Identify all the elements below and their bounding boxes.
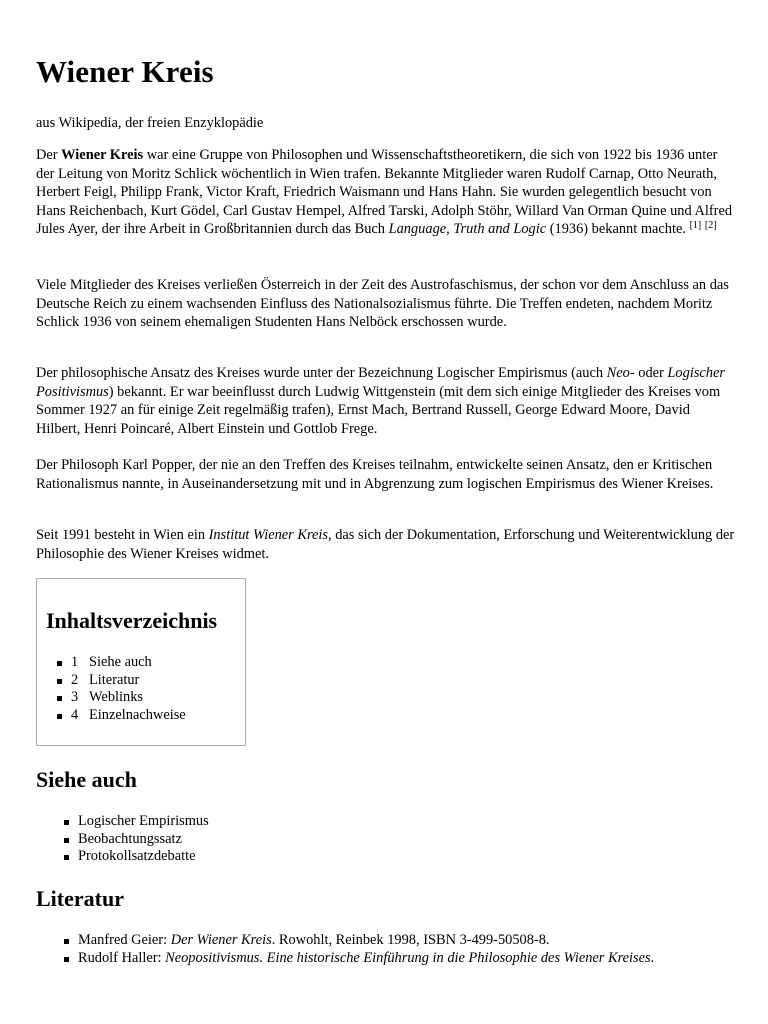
book-title: Language, Truth and Logic xyxy=(388,221,547,238)
institute-name: Institut Wiener Kreis xyxy=(208,527,329,543)
popper-paragraph: Der Philosoph Karl Popper, der nie an den Treffen des Kreises teilnahm, entwickelte seinen Ansatz, den er Kritischen Rationalismus nannte, in Auseinandersetzung mit und in Abgrenzung zum logischen Empirismus des Wiener Kreises. xyxy=(36,457,714,492)
list-item xyxy=(78,932,654,950)
lit-details: . Rowohlt, Reinbek 1998, ISBN 3-499-50508-8. xyxy=(271,932,550,948)
page-title: Wiener Kreis xyxy=(36,54,214,89)
toc-label: Literatur xyxy=(89,671,140,688)
list-item xyxy=(78,848,209,866)
institute-text: Seit 1991 besteht in Wien ein xyxy=(36,527,209,543)
institute-paragraph xyxy=(36,526,736,563)
toc-label: Einzelnachweise xyxy=(89,706,186,723)
history-paragraph: Viele Mitglieder des Kreises verließen Österreich in der Zeit des Austrofaschismus, der schon vor dem Anschluss an das Deutsche Reich zu einem wachsenden Einfluss des Nationalsozialismus führte. Die Treffen endeten, nachdem Moritz Schlick 1936 von seinem ehemaligen Studenten Hans Nelböck erschossen wurde. xyxy=(36,277,729,331)
neo-term: Neo- xyxy=(606,365,635,381)
intro-text: war eine Gruppe von Philosophen und Wissenschaftstheoretikern, die sich von 1922 bis 1936 unter der Leitung von Moritz Schlick wöchentlich in Wien trafen. Bekannte Mitglieder waren Rudolf Carnap, Otto Neurath, Herbert Feigl, Philipp Frank, Victor Kraft, Friedrich Waismann und Hans Hahn. Sie wurden gelegentlich besucht von Hans Reichenbach, Kurt Gödel, Carl Gustav Hempel, Alfred Tarski, Adolph Stöhr, Willard Van Orman Quine und Alfred Jules Ayer, der ihre Arbeit in Großbritannien durch das Buch xyxy=(36,147,733,238)
toc-link-einzelnachweise[interactable] xyxy=(71,707,186,723)
toc-item xyxy=(71,707,186,725)
intro-paragraph xyxy=(36,146,736,239)
toc-list xyxy=(71,654,186,724)
list-item xyxy=(78,813,209,831)
institute-text-end: , das sich der Dokumentation, Erforschung und Weiterentwicklung der Philosophie des Wiener Kreises widmet. xyxy=(36,527,735,562)
toc-link-siehe-auch[interactable] xyxy=(71,654,152,670)
section-heading-literatur: Literatur xyxy=(36,886,124,911)
toc-link-literatur[interactable] xyxy=(71,672,139,688)
list-item xyxy=(78,831,209,849)
toc-link-weblinks[interactable] xyxy=(71,689,143,705)
toc-item xyxy=(71,689,186,707)
literature-list xyxy=(78,932,654,967)
approach-text: Der philosophische Ansatz des Kreises wurde unter der Bezeichnung Logischer Empirismus (auch xyxy=(36,365,607,381)
toc-number: 3 xyxy=(71,689,79,706)
lit-author: Rudolf Haller: xyxy=(78,949,166,966)
see-also-link[interactable]: Protokollsatzdebatte xyxy=(78,848,196,865)
toc-item xyxy=(71,672,186,690)
toc-number: 2 xyxy=(71,671,79,688)
approach-text-end: ) bekannt. Er war beeinflusst durch Ludwig Wittgenstein (mit dem sich einige Mitglieder des Kreises vom Sommer 1927 an für einige Zeit regelmäßig trafen), Ernst Mach, Bertrand Russell, George Edward Moore, David Hilbert, Henri Poincaré, Albert Einstein und Gottlob Frege. xyxy=(36,383,721,437)
toc-title: Inhaltsverzeichnis xyxy=(46,608,218,633)
reference-link-2[interactable]: [2] xyxy=(704,220,717,232)
toc-label: Siehe auch xyxy=(89,654,152,670)
intro-lead: Der xyxy=(36,147,62,163)
positivism-term: Logischer Positivismus xyxy=(36,365,725,400)
intro-term: Wiener Kreis xyxy=(61,147,144,163)
lit-author: Manfred Geier: xyxy=(78,932,171,948)
approach-paragraph xyxy=(36,364,736,438)
intro-text-end: (1936) bekannt machte. xyxy=(546,221,690,238)
toc-number: 1 xyxy=(71,654,79,670)
lit-work: Der Wiener Kreis xyxy=(170,932,272,948)
toc-item xyxy=(71,654,186,672)
table-of-contents xyxy=(36,578,246,746)
see-also-link[interactable]: Logischer Empirismus xyxy=(78,813,209,829)
toc-label: Weblinks xyxy=(89,689,143,706)
section-heading-siehe-auch: Siehe auch xyxy=(36,767,137,792)
site-tagline: aus Wikipedia, der freien Enzyklopädie xyxy=(36,115,264,131)
see-also-list xyxy=(78,813,209,866)
reference-link-1[interactable]: [1] xyxy=(689,220,702,232)
list-item xyxy=(78,950,654,968)
lit-work: Neopositivismus. Eine historische Einführung in die Philosophie des Wiener Kreises xyxy=(165,949,651,966)
approach-connector: oder xyxy=(634,365,668,381)
see-also-link[interactable]: Beobachtungssatz xyxy=(78,830,182,847)
toc-number: 4 xyxy=(71,706,79,723)
lit-details: . xyxy=(650,949,655,966)
